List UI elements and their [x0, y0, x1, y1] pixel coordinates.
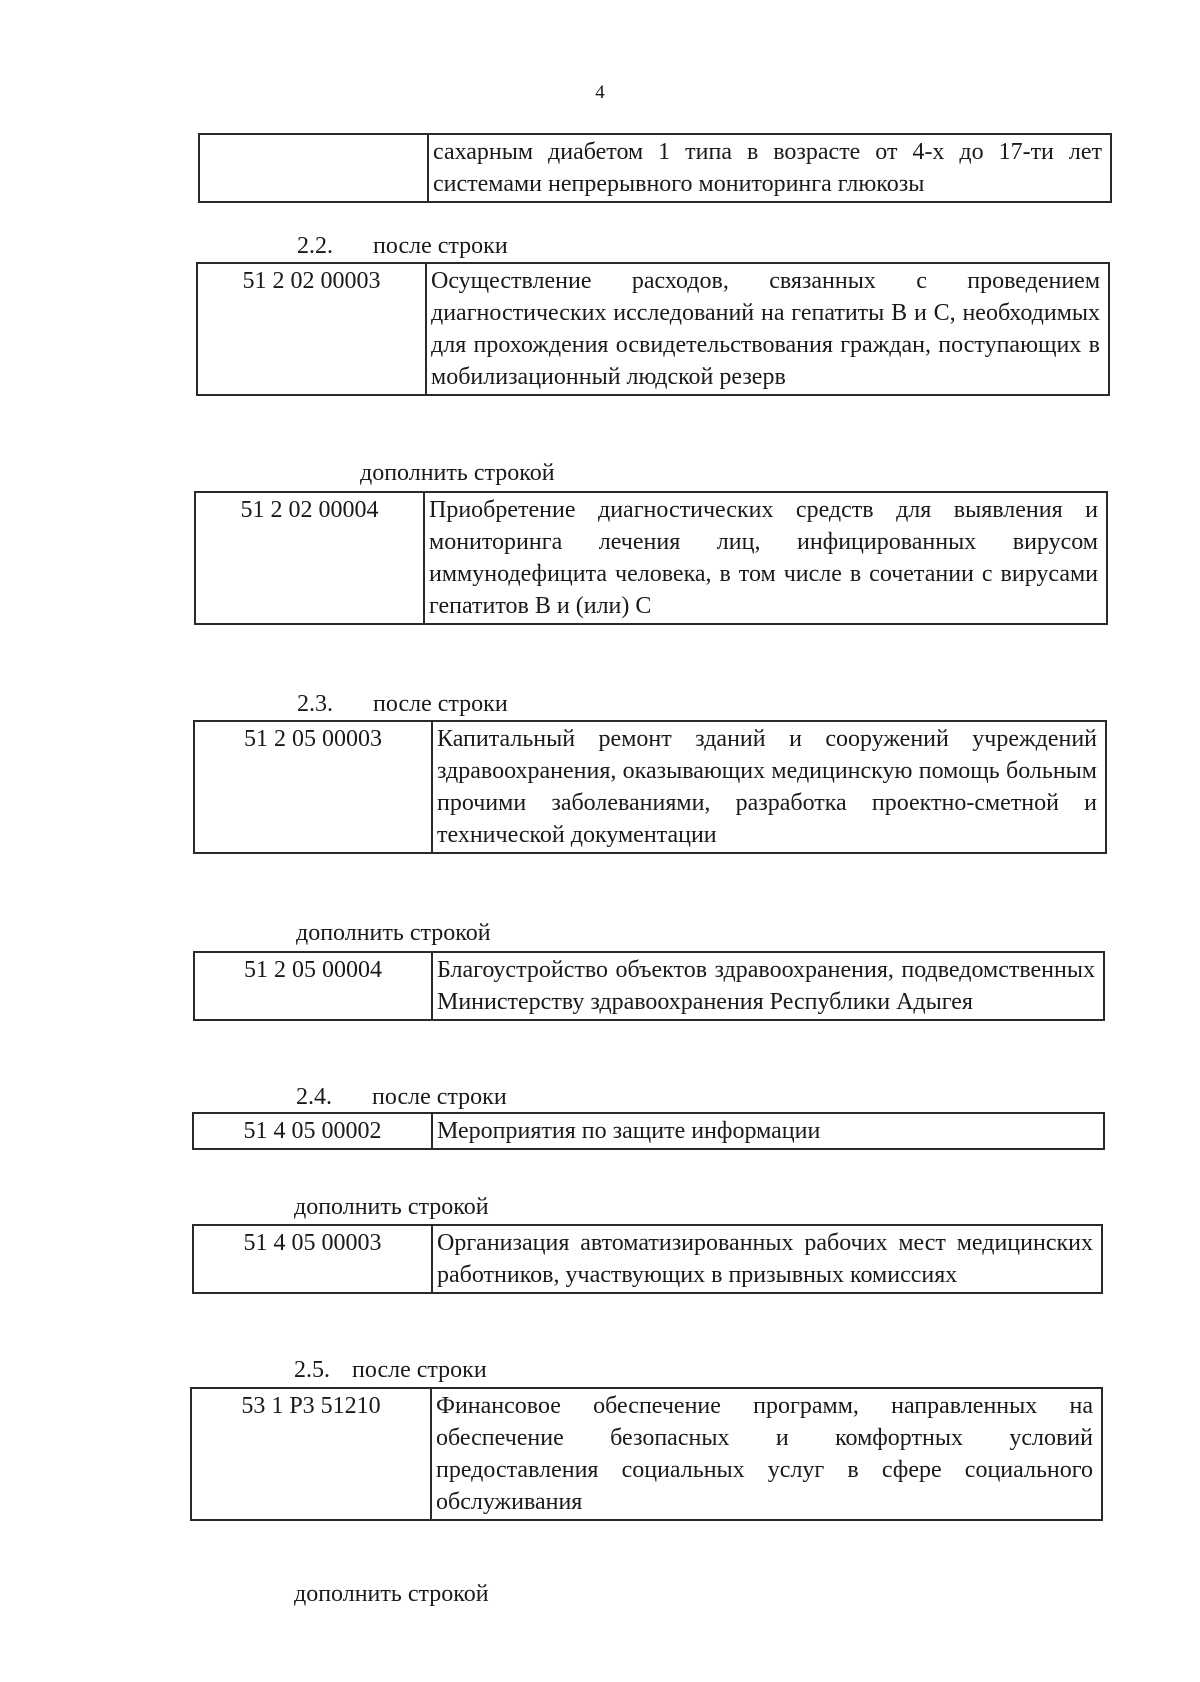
- after-row-label: после строки: [372, 1084, 507, 1110]
- table-row: [194, 952, 1104, 1020]
- table-row: [199, 134, 1111, 202]
- section-number: 2.3.: [297, 691, 333, 717]
- row-code: 51 4 05 00002: [193, 1113, 432, 1149]
- section-2-4-after-label: [296, 1082, 507, 1112]
- section-2-2-add-label: дополнить строкой: [360, 460, 555, 486]
- row-code: 51 2 05 00004: [194, 952, 432, 1020]
- row-description: Благоустройство объектов здравоохранения, подведомственных Министерству здравоохранения Республики Адыгея: [432, 952, 1104, 1020]
- row-description: Финансовое обеспечение программ, направленных на обеспечение безопасных и комфортных условий предоставления социальных услуг в сфере социального обслуживания: [431, 1388, 1102, 1520]
- row-description: Капитальный ремонт зданий и сооружений учреждений здравоохранения, оказывающих медицинскую помощь больным прочими заболеваниями, разработка проектно-сметной и технической документации: [432, 721, 1106, 853]
- section-2-2-after-label: [297, 231, 508, 261]
- section-2-5-after-table: [190, 1387, 1103, 1521]
- section-number: 2.2.: [297, 233, 333, 259]
- row-code: 51 2 02 00004: [195, 492, 424, 624]
- table-row: [193, 1225, 1102, 1293]
- section-2-4-after-table: [192, 1112, 1105, 1150]
- row-description: Осуществление расходов, связанных с проведением диагностических исследований на гепатиты В и С, необходимых для прохождения освидетельствования граждан, поступающих в мобилизационный людской резерв: [426, 263, 1109, 395]
- table-row: [194, 721, 1106, 853]
- table-row: [191, 1388, 1102, 1520]
- section-2-2-after-table: [196, 262, 1110, 396]
- page-number: 4: [595, 82, 605, 103]
- row-code: [199, 134, 428, 202]
- continuation-row-table: [198, 133, 1112, 203]
- row-code: 53 1 Р3 51210: [191, 1388, 431, 1520]
- section-2-4-add-table: [192, 1224, 1103, 1294]
- row-description: Приобретение диагностических средств для выявления и мониторинга лечения лиц, инфицированных вирусом иммунодефицита человека, в том числе в сочетании с вирусами гепатитов В и (или) С: [424, 492, 1107, 624]
- section-2-2-add-table: [194, 491, 1108, 625]
- row-description: Мероприятия по защите информации: [432, 1113, 1104, 1149]
- section-2-3-after-label: [297, 689, 508, 719]
- section-number: 2.4.: [296, 1084, 332, 1110]
- section-2-4-add-label: дополнить строкой: [294, 1194, 489, 1220]
- row-description: Организация автоматизированных рабочих мест медицинских работников, участвующих в призывных комиссиях: [432, 1225, 1102, 1293]
- row-code: 51 2 05 00003: [194, 721, 432, 853]
- after-row-label: после строки: [373, 691, 508, 717]
- table-row: [195, 492, 1107, 624]
- after-row-label: после строки: [352, 1357, 487, 1383]
- row-code: 51 4 05 00003: [193, 1225, 432, 1293]
- table-row: [193, 1113, 1104, 1149]
- section-2-5-after-label: [294, 1355, 487, 1385]
- section-number: 2.5.: [294, 1357, 330, 1383]
- section-2-3-add-label: дополнить строкой: [296, 920, 491, 946]
- section-2-3-add-table: [193, 951, 1105, 1021]
- row-description: сахарным диабетом 1 типа в возрасте от 4-х до 17-ти лет системами непрерывного мониторинга глюкозы: [428, 134, 1111, 202]
- after-row-label: после строки: [373, 233, 508, 259]
- row-code: 51 2 02 00003: [197, 263, 426, 395]
- section-2-3-after-table: [193, 720, 1107, 854]
- table-row: [197, 263, 1109, 395]
- section-2-5-add-label: дополнить строкой: [294, 1581, 489, 1607]
